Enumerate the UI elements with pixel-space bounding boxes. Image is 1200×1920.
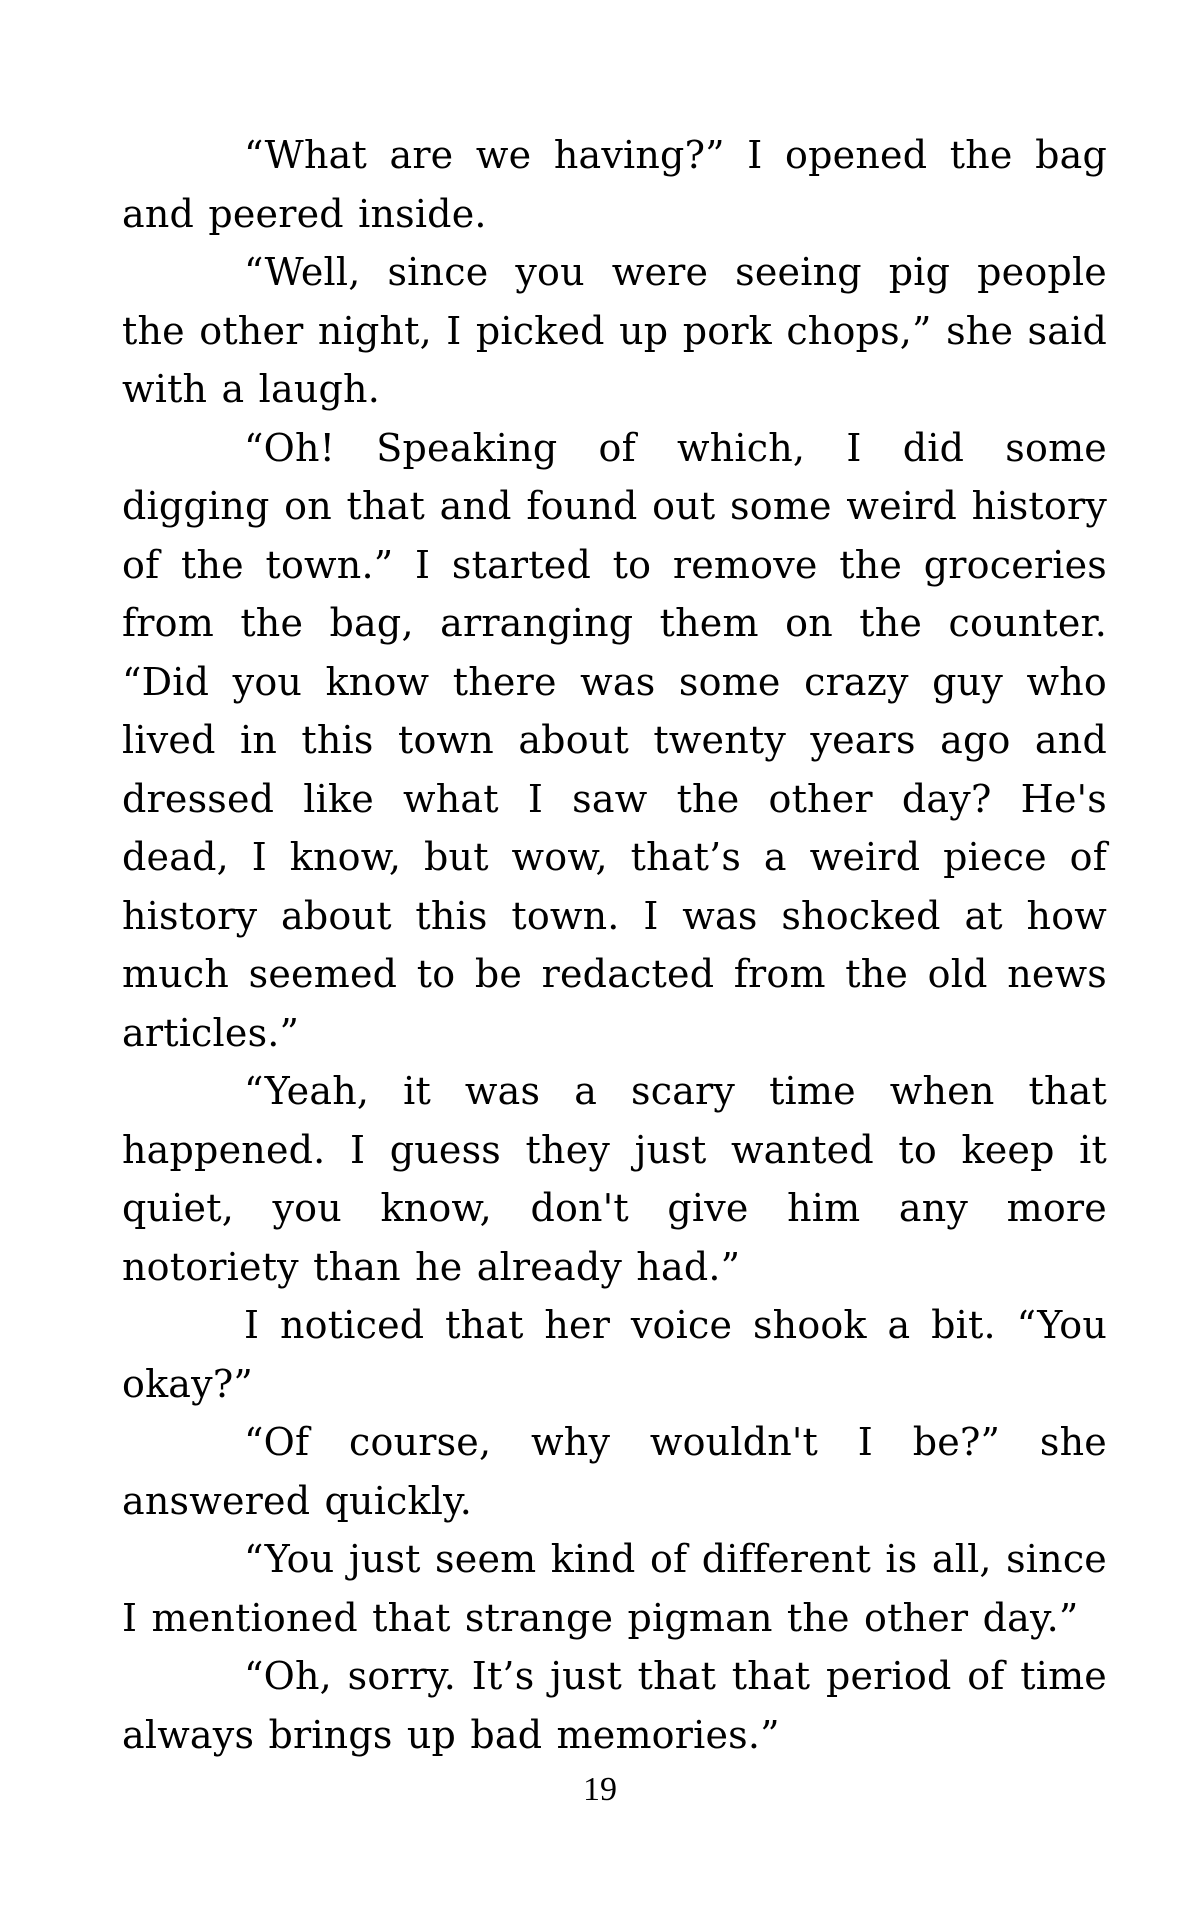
- paragraph-8: “Oh, sorry. It’s just that that period of time always brings up bad memories.”: [122, 1654, 1107, 1757]
- body-text: [122, 126, 1107, 1764]
- paragraph-1: “What are we having?” I opened the bag and peered inside.: [122, 133, 1107, 236]
- paragraph-3: “Oh! Speaking of which, I did some digging on that and found out some weird history of the town.” I started to remove the groceries from the bag, arranging them on the counter. “Did you know there was some crazy guy who lived in this town about twenty years ago and dressed like what I saw the other day? He's dead, I know, but wow, that’s a weird piece of history about this town. I was shocked at how much seemed to be redacted from the old news articles.”: [122, 425, 1107, 1055]
- page-number: 19: [583, 1771, 617, 1808]
- paragraph-7: “You just seem kind of different is all, since I mentioned that strange pigman the other day.”: [122, 1537, 1107, 1640]
- paragraph-5: I noticed that her voice shook a bit. “You okay?”: [122, 1303, 1107, 1406]
- paragraph-2: “Well, since you were seeing pig people the other night, I picked up pork chops,” she said with a laugh.: [122, 250, 1107, 411]
- paragraph-6: “Of course, why wouldn't I be?” she answered quickly.: [122, 1420, 1107, 1523]
- paragraph-4: “Yeah, it was a scary time when that happened. I guess they just wanted to keep it quiet, you know, don't give him any more notoriety than he already had.”: [122, 1069, 1107, 1289]
